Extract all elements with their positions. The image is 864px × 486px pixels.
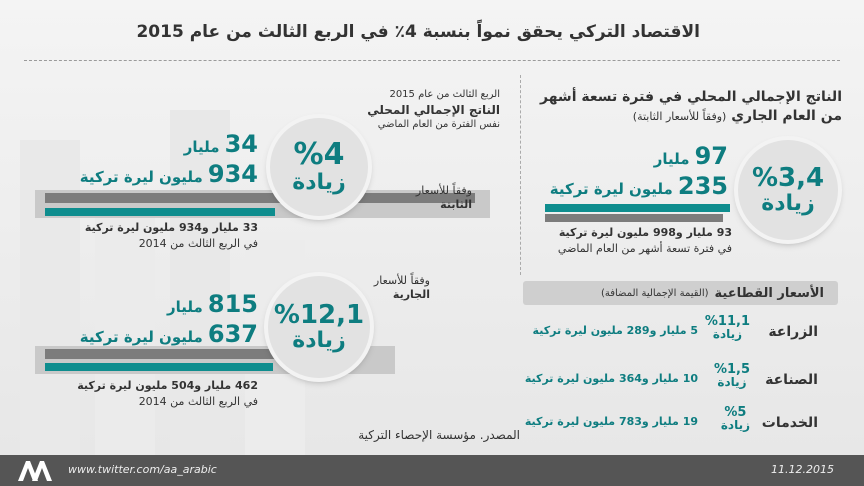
left-bottom-price-basis-line2: الجارية — [392, 288, 430, 302]
sector-pct-label: زيادة — [720, 418, 750, 432]
left-bottom-previous-line1: 462 مليار و504 مليون ليرة تركية — [77, 379, 258, 392]
right-million-unit: مليون ليرة تركية — [549, 180, 673, 198]
right-heading — [530, 88, 842, 126]
sector-name: الخدمات — [761, 415, 818, 431]
left-bottom-previous-text — [40, 378, 258, 410]
sector-name: الزراعة — [768, 324, 818, 340]
right-heading-line2 — [530, 107, 842, 126]
left-bottom-billion-num: 815 — [207, 290, 258, 318]
right-previous-bar — [545, 214, 723, 222]
right-previous-text — [520, 225, 732, 257]
left-bottom-value-billion — [40, 292, 258, 316]
left-top-price-basis — [372, 184, 472, 213]
left-top-billion-unit: مليار — [183, 138, 220, 156]
sector-pct-value: %5 — [724, 405, 747, 420]
left-bottom-billion-unit: مليار — [166, 298, 203, 316]
sector-pct-label: زيادة — [712, 327, 743, 341]
aa-logo-icon — [16, 459, 56, 483]
left-top-growth-label: زيادة — [292, 170, 346, 195]
right-million-num: 235 — [677, 172, 728, 200]
left-top-current-bar — [45, 208, 275, 216]
sector-value: 19 مليار و783 مليون ليرة تركية — [524, 415, 698, 428]
right-heading-line2-text: من العام الجاري — [731, 107, 842, 124]
sector-pct — [721, 406, 750, 431]
left-top-million-num: 934 — [207, 160, 258, 188]
left-bottom-million-num: 637 — [207, 320, 258, 348]
left-top-caption-line1: الربع الثالث من عام 2015 — [389, 89, 500, 100]
right-current-bar — [545, 204, 730, 212]
sector-row-services — [523, 404, 838, 442]
left-top-growth-circle — [270, 118, 368, 216]
publish-date: 11.12.2015 — [771, 463, 834, 476]
right-heading-line1: الناتج الإجمالي المحلي في فترة تسعة أشهر — [539, 89, 842, 105]
sector-row-agriculture — [523, 313, 838, 351]
right-heading-note: (وفقاً للأسعار الثابتة) — [632, 109, 727, 123]
left-top-previous-line2: في الربع الثالث من 2014 — [138, 236, 258, 250]
right-previous-line1: 93 مليار و998 مليون ليرة تركية — [558, 226, 732, 239]
sectors-heading — [523, 281, 838, 305]
right-growth-pct: %3,4 — [751, 163, 825, 193]
left-top-previous-text — [40, 220, 258, 252]
left-top-value-billion — [40, 132, 258, 156]
sector-pct — [714, 363, 750, 388]
sector-row-industry — [523, 361, 838, 399]
left-bottom-growth-pct: %12,1 — [273, 300, 365, 330]
sector-pct-value: %1,5 — [713, 362, 750, 377]
source-note: المصدر. مؤسسة الإحصاء التركية — [358, 428, 520, 442]
right-billion-num: 97 — [694, 142, 728, 170]
sector-value: 10 مليار و364 مليون ليرة تركية — [524, 372, 698, 385]
left-bottom-value-million — [40, 322, 258, 346]
left-top-previous-line1: 33 مليار و934 مليون ليرة تركية — [84, 221, 258, 234]
right-growth-label: زيادة — [761, 191, 815, 216]
left-top-price-basis-line1: وفقاً للأسعار — [415, 184, 472, 197]
left-top-caption-line3: نفس الفترة من العام الماضي — [377, 118, 500, 130]
right-growth-circle — [738, 140, 838, 240]
left-bottom-previous-line2: في الربع الثالث من 2014 — [138, 394, 258, 408]
twitter-link[interactable]: www.twitter.com/aa_arabic — [68, 463, 217, 476]
left-top-value-million — [40, 162, 258, 186]
sectors-heading-note: (القيمة الإجمالية المضافة) — [600, 287, 709, 299]
sector-value: 5 مليار و289 مليون ليرة تركية — [532, 324, 698, 337]
left-bottom-price-basis-line1: وفقاً للأسعار — [373, 274, 430, 287]
left-top-billion-num: 34 — [224, 130, 258, 158]
sector-pct — [705, 315, 750, 340]
sector-pct-label: زيادة — [717, 375, 747, 389]
left-bottom-growth-circle — [268, 276, 370, 378]
left-top-price-basis-line2: الثابتة — [440, 198, 472, 212]
page-title: الاقتصاد التركي يحقق نمواً بنسبة 4٪ في الربع الثالث من عام 2015 — [136, 22, 700, 42]
title-divider — [24, 60, 840, 61]
sector-name: الصناعة — [765, 372, 818, 388]
footer-bar — [0, 455, 864, 486]
right-billion-unit: مليار — [653, 150, 690, 168]
left-top-caption-line2: الناتج الإجمالي المحلي — [367, 102, 500, 117]
sector-pct-value: %11,1 — [704, 314, 750, 329]
left-bottom-million-unit: مليون ليرة تركية — [79, 328, 203, 346]
left-bottom-growth-label: زيادة — [292, 328, 346, 353]
left-top-growth-pct: %4 — [293, 137, 345, 172]
sectors-heading-title: الأسعار القطاعية — [714, 285, 824, 301]
left-bottom-current-bar — [45, 363, 273, 371]
right-value-million — [540, 174, 728, 198]
right-previous-line2: في فترة تسعة أشهر من العام الماضي — [557, 241, 732, 255]
left-top-million-unit: مليون ليرة تركية — [79, 168, 203, 186]
right-value-billion — [540, 144, 728, 168]
